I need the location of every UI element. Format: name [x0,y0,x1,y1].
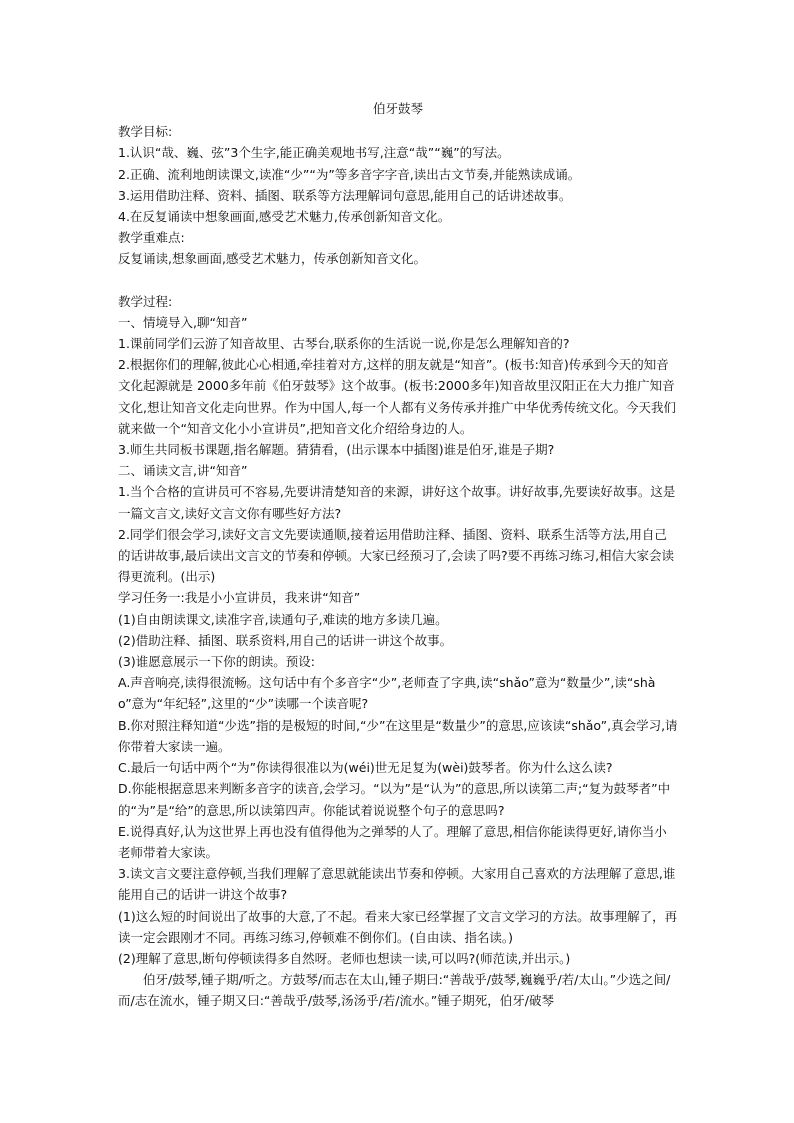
task-step: (2)借助注释、插图、联系资料,用自己的话讲一讲这个故事。 [118,632,453,648]
paragraph: 3.师生共同板书课题,指名解题。猜猜看，(出示课本中插图)谁是伯牙,谁是子期? [118,442,555,458]
objective-2: 2.正确、流利地朗读课文,读准“少”“为”等多音字字音,读出古文节奏,并能熟读成诵。 [118,166,581,182]
objective-1: 1.认识“哉、巍、弦”3个生字,能正确美观地书写,注意“哉”“巍”的写法。 [118,145,510,161]
paragraph: (2)理解了意思,断句停顿读得多自然呀。老师也想读一读,可以吗?(师范读,并出示。) [118,950,571,966]
section-heading-objectives: 教学目标: [118,124,173,140]
task-step: (3)谁愿意展示一下你的朗读。预设: [118,654,315,670]
preset-item: D.你能根据意思来判断多音字的读音,会学习。“以为”是“认为”的意思,所以读第二声;“复为鼓琴者”中的“为”是“给”的意思,所以读第四声。你能试着说说整个句子的意思吗? [118,781,671,818]
document-title: 伯牙鼓琴 [372,101,423,116]
preset-item: E.说得真好,认为这世界上再也没有值得他为之弹琴的人了。理解了意思,相信你能读得更好,请你当小老师带着大家读。 [118,823,667,860]
key-points-text: 反复诵读,想象画面,感受艺术魅力，传承创新知音文化。 [118,251,426,267]
preset-item: C.最后一句话中两个“为”你读得很准以为(wéi)世无足复为(wèi)鼓琴者。你为什么这么读? [118,760,613,776]
paragraph: 3.读文言文要注意停顿,当我们理解了意思就能读出节奏和停顿。大家用自己喜欢的方法理解了意思,谁能用自己的话讲一讲这个故事? [118,866,676,903]
part-two-heading: 二、诵读文言,讲“知音” [118,463,248,479]
section-heading-process: 教学过程: [118,293,173,309]
spacer [118,270,678,291]
paragraph: (1)这么短的时间说出了故事的大意,了不起。看来大家已经掌握了文言文学习的方法。故事理解了，再读一定会跟刚才不同。再练习练习,停顿难不倒你们。(自由读、指名读。) [118,908,678,945]
objective-3: 3.运用借助注释、资料、插图、联系等方法理解词句意思,能用自己的话讲述故事。 [118,187,572,203]
preset-item: B.你对照注释知道“少选”指的是极短的时间,“少”在这里是“数量少”的意思,应该读“shǎo”,真会学习,请你带着大家读一遍。 [118,717,678,754]
paragraph: 1.当个合格的宣讲员可不容易,先要讲清楚知音的来源，讲好这个故事。讲好故事,先要读好故事。这是一篇文言文,读好文言文你有哪些好方法? [118,484,676,521]
task-step: (1)自由朗读课文,读准字音,读通句子,难读的地方多读几遍。 [118,611,448,627]
objective-4: 4.在反复诵读中想象画面,感受艺术魅力,传承创新知音文化。 [118,209,451,225]
classical-text: 伯牙/鼓琴,锺子期/听之。方鼓琴/而志在太山,锺子期曰:“善哉乎/鼓琴,巍巍乎/若/太山。”少选之间/而/志在流水，锺子期又曰:“善哉乎/鼓琴,汤汤乎/若/流水。”锺子期死，伯牙/破琴 [118,972,671,1009]
preset-item: A.声音响亮,读得很流畅。这句话中有个多音字“少”,老师查了字典,读“shǎo”意为“数量少”,读“shào”意为“年纪轻”,这里的“少”读哪一个读音呢? [118,675,656,712]
paragraph: 2.根据你们的理解,彼此心心相通,牵挂着对方,这样的朋友就是“知音”。(板书:知音)传承到今天的知音文化起源就是 2000多年前《伯牙鼓琴》这个故事。(板书:2000多年)知音故里汉阳正在大力推广知音文化,想让知音文化走向世界。作为中国人,每一个人都有义务传承并推广中华优秀传统文化。今天我们就来做一个“知音文化小小宣讲员”,把知音文化介绍给身边的人。 [118,357,676,436]
document-body [118,98,678,1012]
paragraph: 1.课前同学们云游了知音故里、古琴台,联系你的生活说一说,你是怎么理解知音的? [118,336,570,352]
section-heading-key-points: 教学重难点: [118,230,185,246]
paragraph: 2.同学们很会学习,读好文言文先要读通顺,接着运用借助注释、插图、资料、联系生活等方法,用自己的话讲故事,最后读出文言文的节奏和停顿。大家已经预习了,会读了吗?要不再练习练习,相信大家会读得更流利。(出示) [118,526,675,585]
task-heading: 学习任务一:我是小小宣讲员，我来讲“知音” [118,590,361,606]
part-one-heading: 一、情境导入,聊“知音” [118,314,248,330]
